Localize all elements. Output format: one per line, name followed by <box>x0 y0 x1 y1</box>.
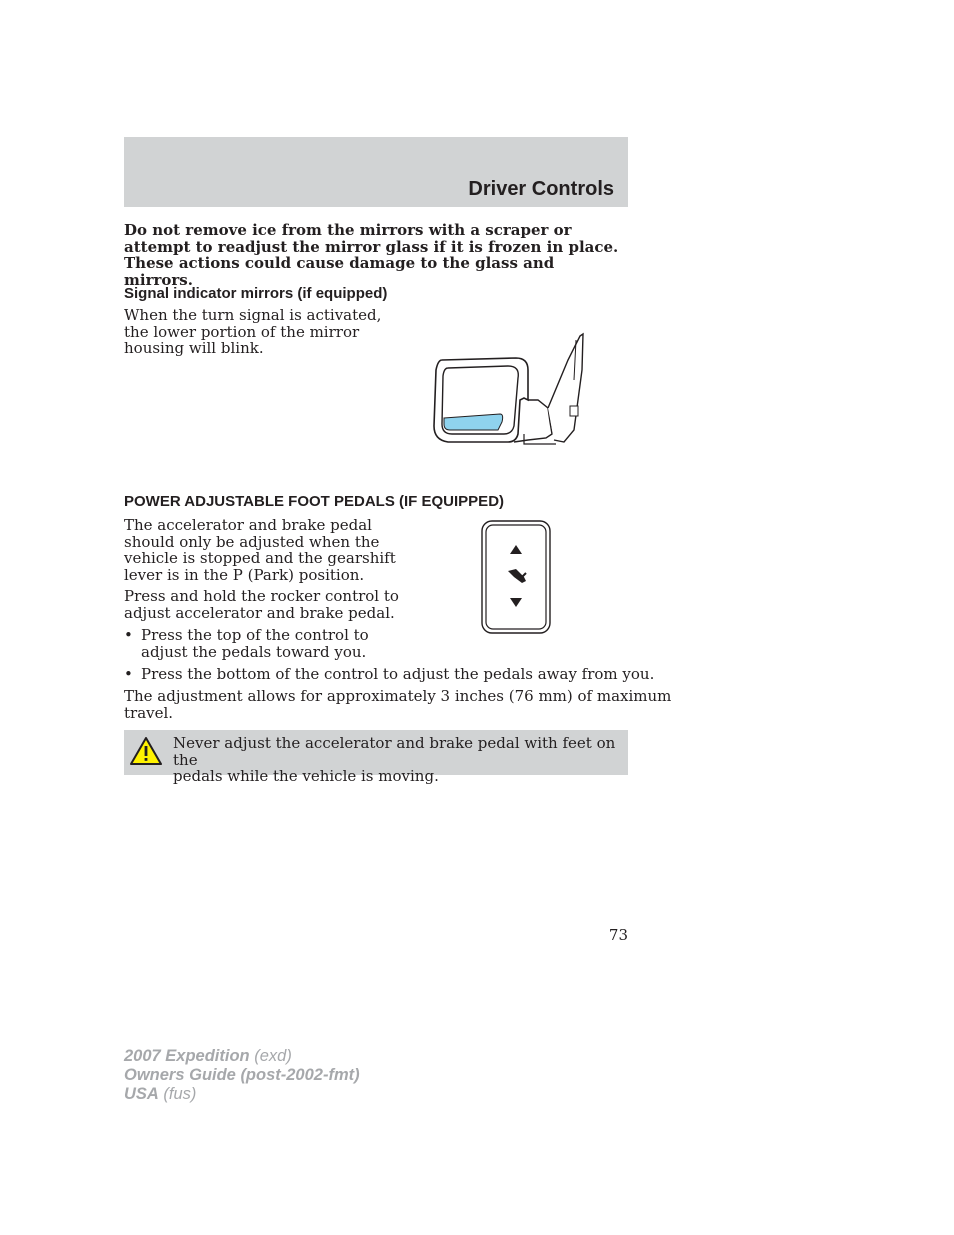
document-footer <box>124 1047 360 1104</box>
signal-mirror-illustration <box>428 330 590 450</box>
bullet-text: Press the bottom of the control to adjust the pedals away from you. <box>141 665 655 683</box>
footer-market: USA <box>124 1085 159 1103</box>
bullet-text <box>141 627 369 660</box>
pedal-warning-box <box>124 730 628 785</box>
pedal-p2-line: adjust accelerator and brake pedal. <box>124 603 395 622</box>
warning-text <box>173 735 628 785</box>
pedal-p1-line: The accelerator and brake pedal <box>124 516 372 534</box>
pedal-p3-line: The adjustment allows for approximately 3 inches (76 mm) of maximum <box>124 687 672 705</box>
footer-line-2 <box>124 1066 360 1085</box>
pedal-paragraph-3 <box>124 688 671 721</box>
pedal-paragraph-1 <box>124 517 396 583</box>
footer-line-1 <box>124 1047 360 1066</box>
footer-line-3 <box>124 1085 360 1104</box>
footer-guide-format: Owners Guide (post-2002-fmt) <box>124 1066 360 1084</box>
pedal-p1-line: lever is in the P (Park) position. <box>124 565 365 584</box>
footer-model-code: (exd) <box>249 1047 292 1065</box>
signal-text-line: When the turn signal is activated, <box>124 306 382 324</box>
bullet-line: Press the top of the control to <box>141 626 369 644</box>
foot-pedals-heading: POWER ADJUSTABLE FOOT PEDALS (IF EQUIPPED) <box>124 493 505 510</box>
section-title: Driver Controls <box>468 178 614 200</box>
bullet-line: adjust the pedals toward you. <box>141 642 367 661</box>
pedal-paragraph-2 <box>124 588 399 621</box>
signal-text-line: the lower portion of the mirror <box>124 322 360 341</box>
pedal-bullet-toward <box>124 627 384 661</box>
page-number: 73 <box>608 926 628 944</box>
pedal-p1-line: vehicle is stopped and the gearshift <box>124 549 396 567</box>
signal-mirrors-heading: Signal indicator mirrors (if equipped) <box>124 285 388 302</box>
footer-market-code: (fus) <box>158 1085 197 1103</box>
section-header-band <box>124 137 628 207</box>
bullet-dot: • <box>124 665 133 683</box>
pedal-p3-line: travel. <box>124 703 174 722</box>
bullet-dot: • <box>124 626 133 644</box>
signal-text-line: housing will blink. <box>124 339 264 357</box>
warning-line: Never adjust the accelerator and brake pedal with feet on the <box>173 734 616 769</box>
warning-triangle-icon <box>129 736 163 766</box>
warning-line: pedals while the vehicle is moving. <box>173 767 439 785</box>
pedal-p1-line: should only be adjusted when the <box>124 532 380 551</box>
pedal-bullet-away <box>124 665 655 683</box>
mirror-ice-caution: Do not remove ice from the mirrors with a scraper or attempt to readjust the mirror glass if it is frozen in place. These actions could cause damage to the glass and mirrors. <box>124 221 619 289</box>
signal-mirrors-text <box>124 307 381 357</box>
pedal-p2-line: Press and hold the rocker control to <box>124 587 399 605</box>
pedal-rocker-switch-illustration <box>480 519 552 635</box>
footer-model: 2007 Expedition <box>124 1047 250 1065</box>
